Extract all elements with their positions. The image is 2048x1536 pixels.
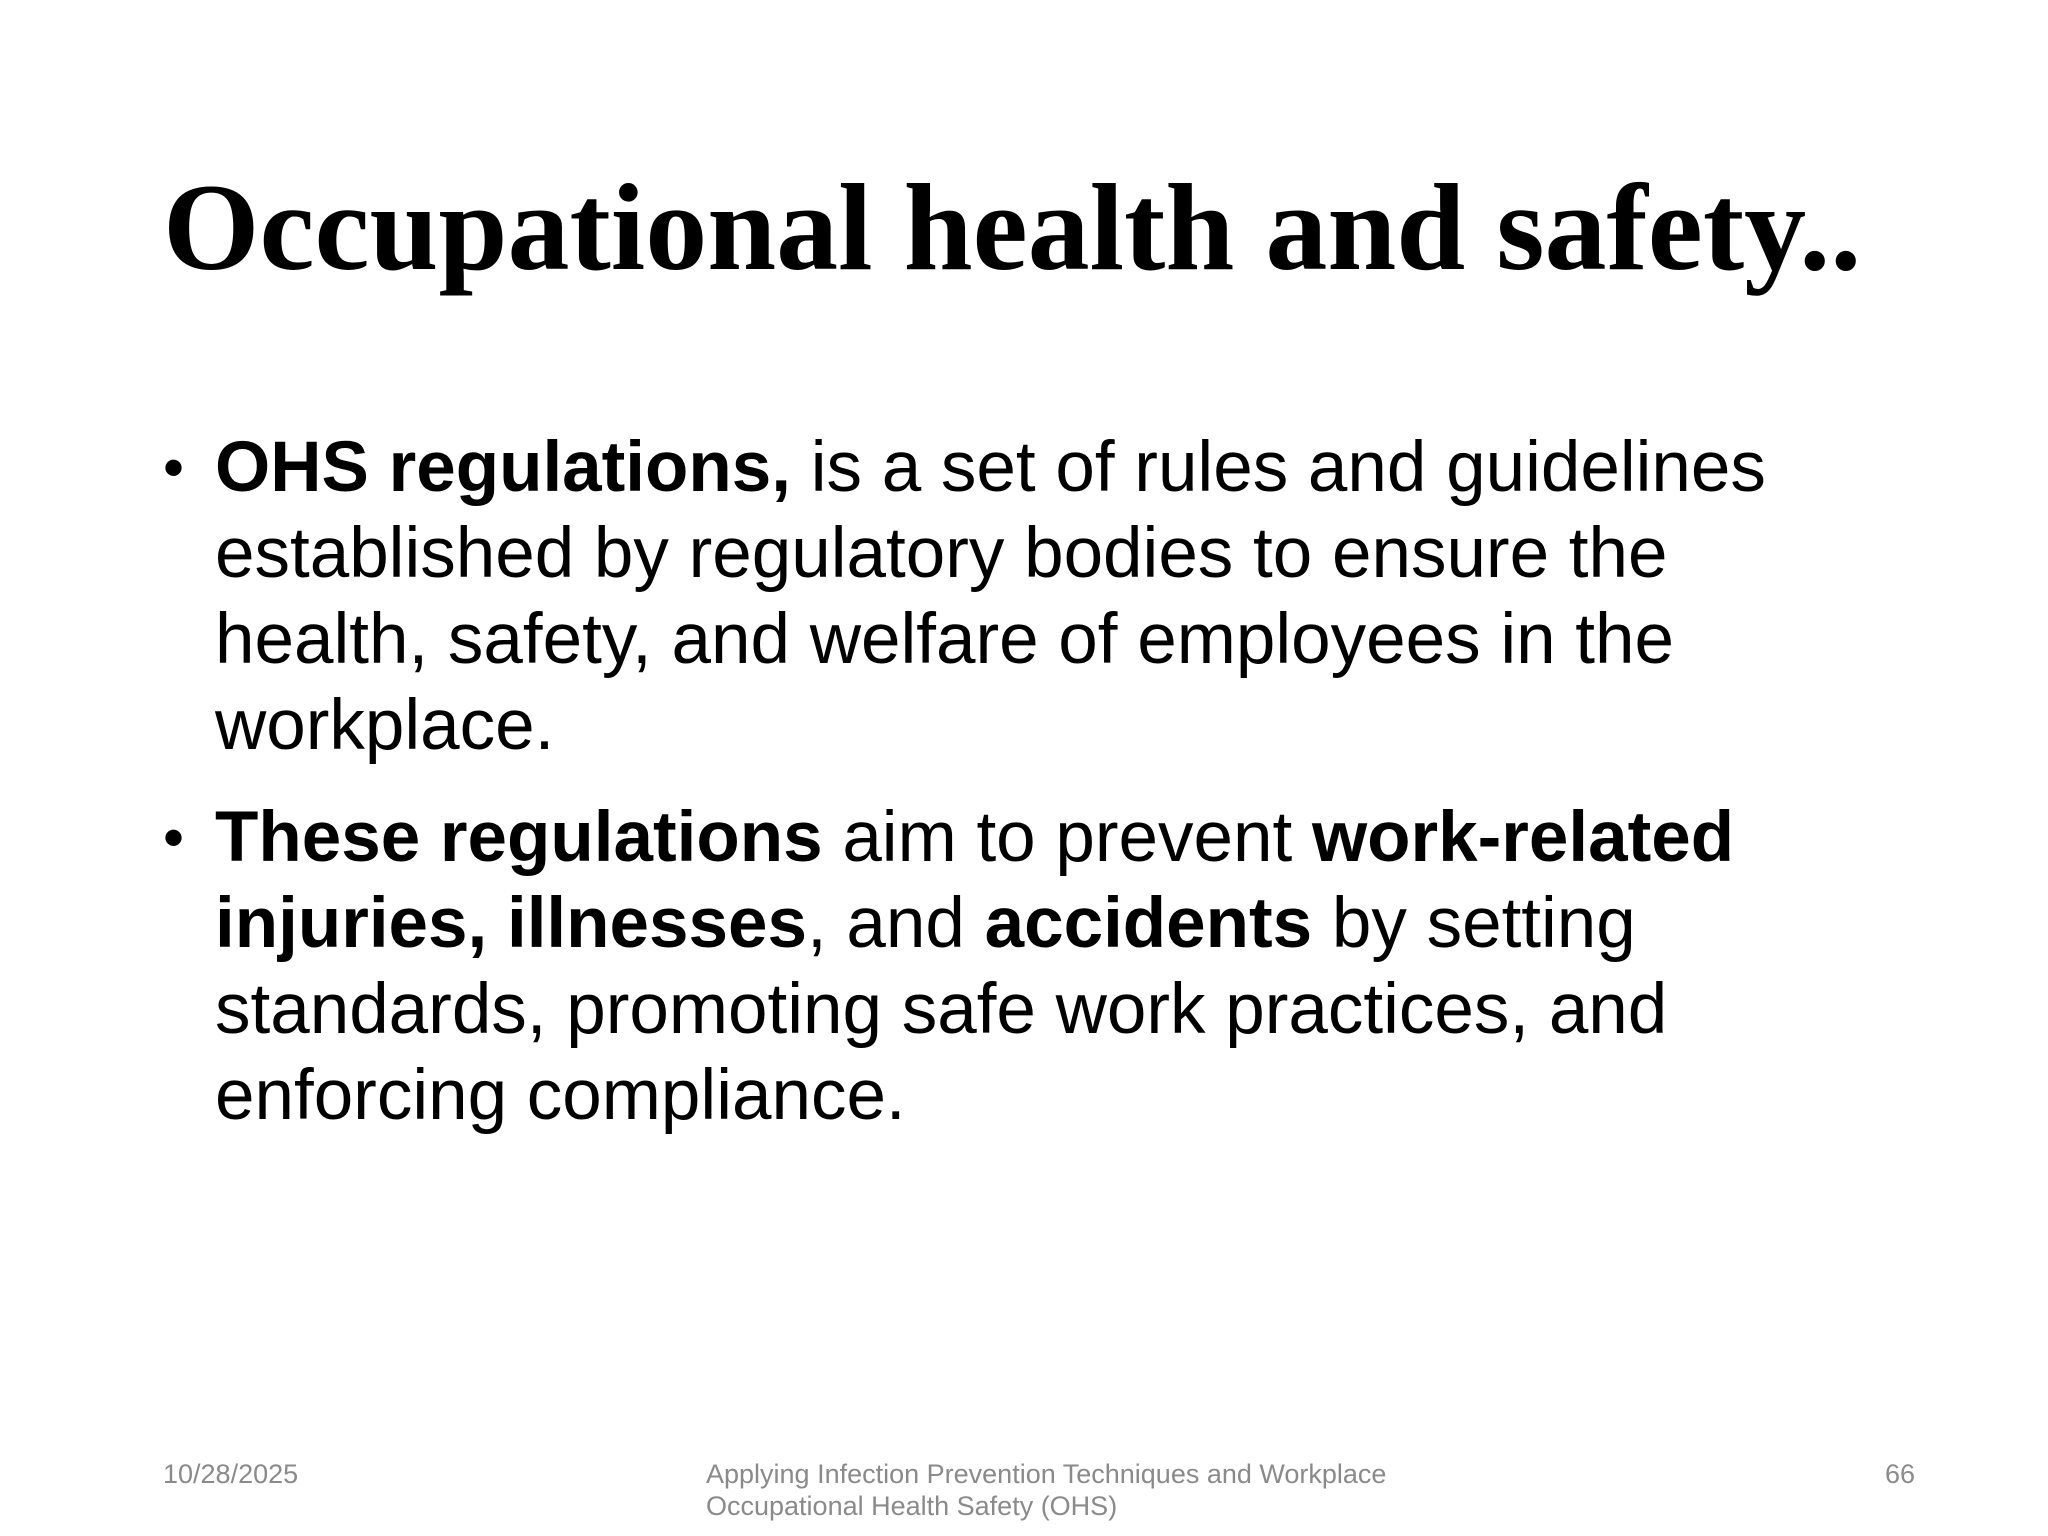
bullet-text: , and <box>806 884 985 963</box>
bullet-text: aim to prevent <box>822 798 1312 877</box>
slide-number: 66 <box>1884 1459 1915 1489</box>
bullet-symbol: • <box>163 434 185 501</box>
footer-title: Applying Infection Prevention Techniques and Workplace Occupational Health Safety (OHS) <box>706 1459 1387 1521</box>
bullet-item <box>163 795 1803 1139</box>
slide-title: Occupational health and safety.. <box>163 159 1862 296</box>
bullet-text: is a set of rules and guidelines established by regulatory bodies to ensure the health, safety, and welfare of employees in the workplace. <box>215 428 1766 765</box>
bullet-bold-text: work-related injuries, illnesses <box>215 798 1735 963</box>
bullet-bold-text: accidents <box>984 884 1313 963</box>
bullet-bold-text: These regulations <box>215 798 823 877</box>
bullet-item <box>163 425 1803 769</box>
bullet-bold-text: OHS regulations, <box>215 428 791 507</box>
bullet-symbol: • <box>163 804 185 871</box>
bullet-text: by setting standards, promoting safe work practices, and enforcing compliance. <box>215 884 1668 1135</box>
slide-body <box>163 425 1803 1165</box>
footer-date: 10/28/2025 <box>163 1459 299 1489</box>
